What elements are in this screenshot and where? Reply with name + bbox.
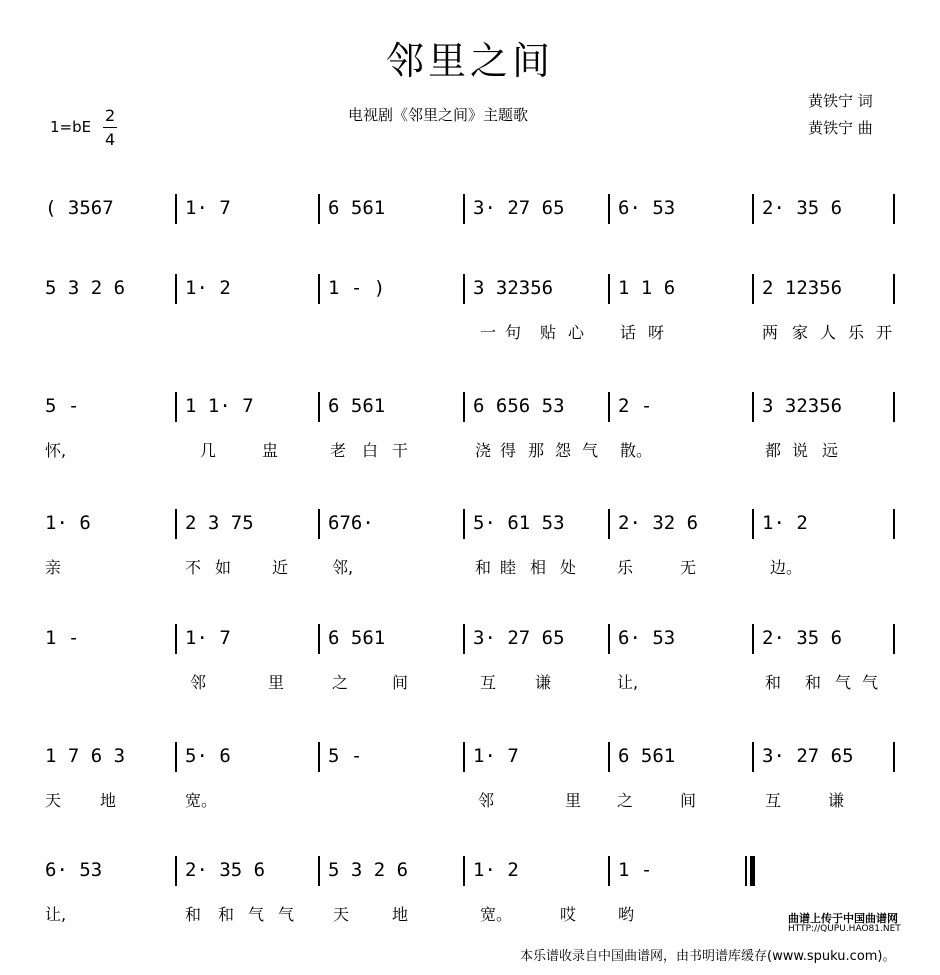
measure: 1 - (45, 627, 80, 649)
barline (608, 624, 610, 654)
barline (318, 392, 320, 422)
barline (608, 509, 610, 539)
barline (893, 509, 895, 539)
lyric-syllable: 如 (215, 558, 232, 577)
barline (893, 742, 895, 772)
measure: 5· 6 (185, 745, 231, 767)
barline (463, 509, 465, 539)
measure: 2 12356 (762, 277, 843, 299)
lyric-syllable: 白 (362, 441, 379, 460)
measure: 5 3 2 6 (45, 277, 126, 299)
measure: 6· 53 (618, 197, 676, 219)
barline (752, 509, 754, 539)
lyric-syllable: 干 (392, 441, 409, 460)
barline (752, 274, 754, 304)
measure: 1 7 6 3 (45, 745, 126, 767)
measure: 5 3 2 6 (328, 859, 409, 881)
measure: 5· 61 53 (473, 512, 565, 534)
lyric-syllable: 邻, (332, 558, 354, 577)
lyric-syllable: 一 (480, 323, 497, 342)
lyric-syllable: 远 (822, 441, 839, 460)
measure: 6 561 (618, 745, 676, 767)
measure: 1 1 6 (618, 277, 676, 299)
lyric-syllable: 近 (272, 558, 289, 577)
measure: 2 3 75 (185, 512, 254, 534)
lyric-syllable: 心 (568, 323, 585, 342)
barline (318, 742, 320, 772)
barline (318, 274, 320, 304)
measure: 2· 35 6 (185, 859, 266, 881)
lyric-syllable: 气 (248, 905, 265, 924)
barline (318, 509, 320, 539)
lyric-syllable: 之 (332, 673, 349, 692)
lyric-syllable: 地 (100, 791, 117, 810)
barline (175, 509, 177, 539)
barline (608, 856, 610, 886)
lyric-syllable: 互 (480, 673, 497, 692)
measure: 5 - (45, 395, 80, 417)
lyric-syllable: 宽。 (185, 791, 218, 810)
measure: 1 - (618, 859, 653, 881)
lyric-syllable: 哟 (618, 905, 635, 924)
barline (608, 742, 610, 772)
measure: ( 3567 (45, 197, 114, 219)
lyric-syllable: 和 (475, 558, 492, 577)
lyrics-line (0, 555, 940, 581)
measure: 3 32356 (762, 395, 843, 417)
barline (752, 194, 754, 224)
measure: 1 - ) (328, 277, 386, 299)
lyric-syllable: 都 (765, 441, 782, 460)
measure: 1· 7 (185, 197, 231, 219)
barline (175, 392, 177, 422)
lyric-syllable: 和 (805, 673, 822, 692)
lyric-syllable: 和 (765, 673, 782, 692)
time-signature-line (103, 127, 117, 128)
lyric-syllable: 几 (200, 441, 217, 460)
barline (752, 392, 754, 422)
lyric-syllable: 无 (680, 558, 697, 577)
lyric-syllable: 盅 (262, 441, 279, 460)
measure: 3· 27 65 (762, 745, 854, 767)
lyric-syllable: 乐 (617, 558, 634, 577)
lyrics-line (0, 438, 940, 464)
lyric-syllable: 让, (617, 673, 639, 692)
measure: 1· 6 (45, 512, 91, 534)
lyric-syllable: 怀, (45, 441, 67, 460)
lyric-syllable: 气 (862, 673, 879, 692)
lyric-syllable: 气 (278, 905, 295, 924)
score-system (0, 388, 940, 498)
lyric-syllable: 谦 (828, 791, 845, 810)
song-title: 邻里之间 (385, 39, 554, 83)
measure: 676· (328, 512, 374, 534)
barline (463, 742, 465, 772)
barline (463, 194, 465, 224)
lyric-syllable: 哎 (560, 905, 577, 924)
final-barline-thin (745, 856, 747, 886)
measure: 1· 2 (473, 859, 519, 881)
lyric-syllable: 天 (333, 905, 350, 924)
measure: 6 656 53 (473, 395, 565, 417)
score-system (0, 270, 940, 380)
lyrics-line (0, 240, 940, 266)
lyric-syllable: 亲 (45, 558, 62, 577)
barline (893, 392, 895, 422)
barline (608, 194, 610, 224)
time-signature-numerator: 2 (105, 106, 116, 125)
source-footer: 本乐谱收录自中国曲谱网，由书明谱库缓存(www.spuku.com)。 (520, 949, 896, 964)
lyric-syllable: 天 (45, 791, 62, 810)
measure: 3 32356 (473, 277, 554, 299)
measure: 1· 2 (762, 512, 808, 534)
barline (893, 194, 895, 224)
score-system (0, 738, 940, 848)
lyric-syllable: 里 (268, 673, 285, 692)
score-system (0, 620, 940, 730)
lyric-syllable: 不 (185, 558, 202, 577)
measure: 3· 27 65 (473, 197, 565, 219)
subtitle: 电视剧《邻里之间》主题歌 (348, 106, 529, 124)
barline (175, 856, 177, 886)
measure: 6 561 (328, 197, 386, 219)
barline (893, 274, 895, 304)
barline (175, 194, 177, 224)
lyric-syllable: 人 (820, 323, 837, 342)
lyric-syllable: 贴 (540, 323, 557, 342)
lyric-syllable: 互 (765, 791, 782, 810)
measure: 6 561 (328, 395, 386, 417)
lyric-syllable: 气 (835, 673, 852, 692)
barline (175, 624, 177, 654)
watermark-line2: HTTP://QUPU.HAO81.NET (788, 924, 901, 934)
barline (608, 392, 610, 422)
measure: 1· 7 (473, 745, 519, 767)
lyricist-credit: 黄铁宁 词 (808, 92, 873, 110)
key-signature: 1=bE (50, 118, 92, 136)
lyric-syllable: 句 (505, 323, 522, 342)
lyrics-line (0, 320, 940, 346)
lyric-syllable: 说 (792, 441, 809, 460)
lyric-syllable: 睦 (500, 558, 517, 577)
measure: 1· 7 (185, 627, 231, 649)
barline (318, 624, 320, 654)
lyric-syllable: 家 (792, 323, 809, 342)
lyrics-line (0, 670, 940, 696)
measure: 3· 27 65 (473, 627, 565, 649)
lyric-syllable: 宽。 (480, 905, 513, 924)
lyric-syllable: 之 (617, 791, 634, 810)
time-signature-denominator: 4 (105, 130, 116, 149)
measure: 1· 2 (185, 277, 231, 299)
watermark-line1: 曲谱上传于中国曲谱网 (788, 912, 898, 925)
lyric-syllable: 气 (582, 441, 599, 460)
barline (463, 392, 465, 422)
lyric-syllable: 和 (218, 905, 235, 924)
final-barline-thick (750, 856, 755, 886)
measure: 2 - (618, 395, 653, 417)
lyric-syllable: 老 (330, 441, 347, 460)
lyric-syllable: 里 (565, 791, 582, 810)
measure: 6 561 (328, 627, 386, 649)
barline (752, 624, 754, 654)
lyric-syllable: 边。 (770, 558, 803, 577)
lyric-syllable: 相 (530, 558, 547, 577)
lyric-syllable: 地 (392, 905, 409, 924)
lyrics-line (0, 788, 940, 814)
barline (463, 624, 465, 654)
lyric-syllable: 谦 (535, 673, 552, 692)
lyric-syllable: 开 (876, 323, 893, 342)
lyric-syllable: 那 (528, 441, 545, 460)
measure: 6· 53 (45, 859, 103, 881)
measure: 2· 35 6 (762, 197, 843, 219)
score-system (0, 505, 940, 615)
barline (175, 274, 177, 304)
lyric-syllable: 和 (185, 905, 202, 924)
lyric-syllable: 邻 (190, 673, 207, 692)
barline (893, 624, 895, 654)
barline (752, 742, 754, 772)
lyric-syllable: 散。 (620, 441, 653, 460)
lyric-syllable: 呀 (648, 323, 665, 342)
lyric-syllable: 间 (392, 673, 409, 692)
lyric-syllable: 乐 (848, 323, 865, 342)
measure: 1 1· 7 (185, 395, 254, 417)
barline (463, 856, 465, 886)
lyric-syllable: 话 (620, 323, 637, 342)
barline (175, 742, 177, 772)
barline (318, 194, 320, 224)
measure: 6· 53 (618, 627, 676, 649)
lyric-syllable: 处 (560, 558, 577, 577)
lyric-syllable: 得 (500, 441, 517, 460)
barline (608, 274, 610, 304)
lyric-syllable: 邻 (478, 791, 495, 810)
measure: 5 - (328, 745, 363, 767)
lyric-syllable: 间 (680, 791, 697, 810)
lyric-syllable: 两 (762, 323, 779, 342)
barline (463, 274, 465, 304)
composer-credit: 黄铁宁 曲 (808, 119, 873, 137)
measure: 2· 35 6 (762, 627, 843, 649)
barline (318, 856, 320, 886)
lyric-syllable: 怨 (555, 441, 572, 460)
lyric-syllable: 浇 (475, 441, 492, 460)
lyric-syllable: 让, (45, 905, 67, 924)
measure: 2· 32 6 (618, 512, 699, 534)
